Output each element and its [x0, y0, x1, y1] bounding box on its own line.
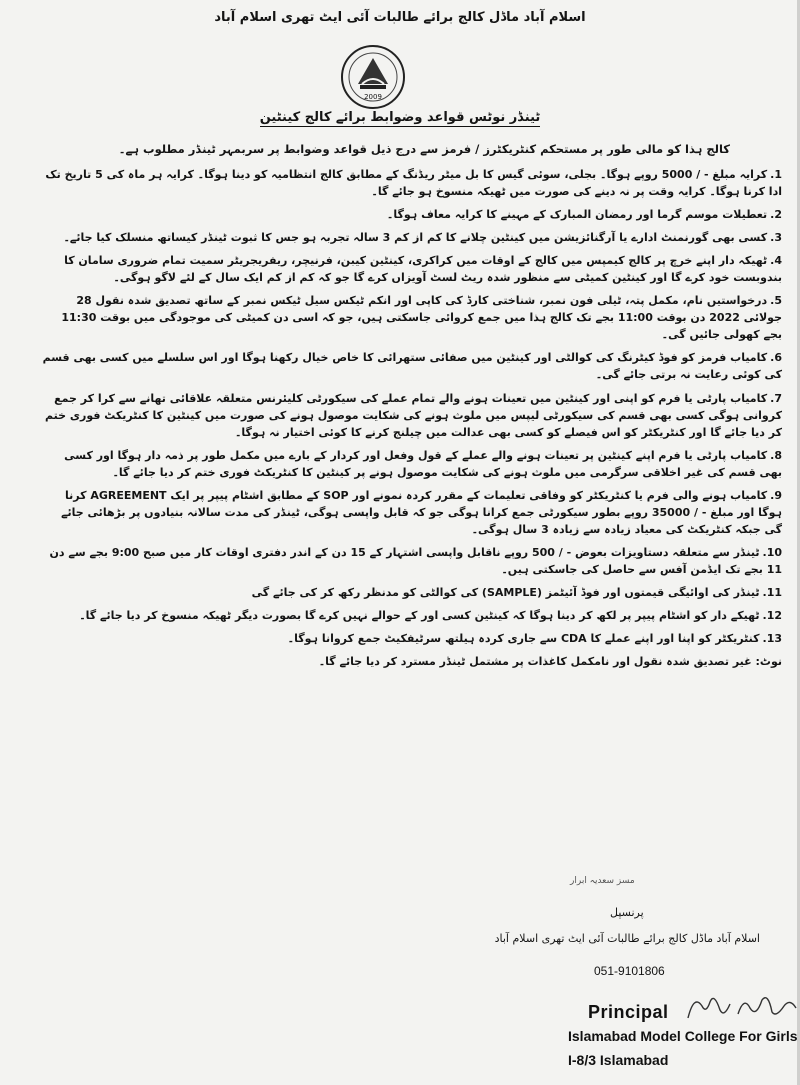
principal-stamp: [568, 1002, 800, 1082]
clause-8: 8.کامیاب پارٹی یا فرم اپنے کینٹین پر تعینات ہونے والے عملے کے قول وفعل اور کردار کے بارے میں مکمل طور پر ذمہ دار ہوگا اور کسی بھی قسم کی غیر اخلاقی سرگرمی میں ملوث ہونے کی شکایت موصول ہونے پر کینٹین کا کنٹریکٹ فوری ختم کر دیا جائے گا۔: [64, 448, 782, 479]
document-title-text: ٹینڈر نوٹس قواعد وضوابط برائے کالج کینٹین: [259, 110, 541, 125]
stamp-line-2: Islamabad Model College For Girls: [568, 1028, 798, 1044]
phone-number: 051-9101806: [594, 964, 665, 978]
clause-9: 9.کامیاب ہونے والی فرم یا کنٹریکٹر کو وفاقی تعلیمات کے مقرر کردہ نمونے اور SOP کے مطابق اشٹام پیپر پر ایک AGREEMENT کرنا ہوگا اور مبلغ - / 35000 روپے بطور سیکورٹی جمع کرانا ہوگی جو کہ قابل واپسی ہوگی، ٹینڈر کی مدت سالانہ بنیادوں پر بڑھائی جائے گی جبکہ کنٹریکٹ کی معیاد زیادہ سے زیادہ 3 سال ہوگی۔: [61, 488, 782, 536]
clause-7: 7.کامیاب پارٹی یا فرم کو اپنی اور کینٹین میں تعینات ہونے والے تمام عملے کی سیکورٹی کلیئرنس متعلقہ علاقائی تھانے سے کرا کر جمع کروانی ہوگی کسی بھی قسم کی سیکورٹی لیپس میں ملوث ہونے کی شکایت موصول ہونے کی صورت میں کینٹین کا کنٹریکٹ فوری ختم کر دیا جائے گا اور کنٹریکٹر کو اس فیصلے کو کسی بھی عدالت میں چیلنج کرنے کا کوئی اختیار نہ ہوگا۔: [45, 391, 782, 439]
clause-2: 2.تعطیلات موسم گرما اور رمضان المبارک کے مہینے کا کرایہ معاف ہوگا۔: [386, 208, 782, 222]
signatory-name: مسز سعدیہ ابرار: [570, 876, 635, 886]
clause-11: 11.ٹینڈر کی اوائیگی قیمتوں اور فوڈ آئیٹمز (SAMPLE) کی کوالٹی کو مدنظر رکھ کر کی جائے گی: [251, 585, 782, 599]
clause-12: 12.ٹھیکے دار کو اشٹام پیپر پر لکھ کر دینا ہوگا کہ کینٹین کسی اور کے حوالے نہیں کرے گا بصورت دیگر ٹھیکہ منسوخ کر دیا جائے گا۔: [79, 609, 782, 623]
signatory-college: اسلام آباد ماڈل کالج برائے طالبات آئی ایٹ تھری اسلام آباد: [494, 932, 760, 945]
stamp-line-3: I-8/3 Islamabad: [568, 1052, 669, 1068]
stamp-line-1: Principal: [588, 1002, 669, 1022]
clause-6: 6.کامیاب فرمز کو فوڈ کیٹرنگ کی کوالٹی اور کینٹین میں صفائی ستھرائی کا خاص خیال رکھنا ہوگا اور اس سلسلے میں کسی بھی قسم کی کوئی رعایت نہ برتی جائے گی۔: [42, 351, 782, 382]
clause-5: 5.درخواستیں نام، مکمل پتہ، ٹیلی فون نمبر، شناختی کارڈ کی کاپی اور انکم ٹیکس سیل ٹیکس نمبر کے ساتھ تصدیق شدہ نقول 28 جولائی 2022 دن بوقت 11:00 بجے تک کالج ہذا میں جمع کروائی جاسکتی ہیں، جو کہ اسی دن کمیٹی کی موجودگی میں بوقت 11:30 بجے کھولی جائیں گی۔: [61, 294, 782, 342]
clauses-list: [42, 166, 782, 676]
clause-3: 3.کسی بھی گورنمنٹ ادارے یا آرگنائزیشن میں کینٹین چلانے کا کم از کم 3 سالہ تجربہ ہو جس کا ثبوت ٹینڈر کیساتھ منسلک کیا جائے۔: [63, 231, 782, 245]
clause-1: 1.کرایہ مبلغ - / 5000 روپے ہوگا۔ بجلی، سوئی گیس کا بل میٹر ریڈنگ کے مطابق کالج انتظامیہ کو دینا ہوگا۔ کرایہ ہر ماہ کی 5 تاریخ تک ادا کرنا ہوگا۔ کرایہ وقت پر نہ دینے کی صورت میں ٹھیکہ منسوخ ہو جائے گا۔: [45, 168, 782, 199]
clause-13: 13.کنٹریکٹر کو اپنا اور اپنے عملے کا CDA سے جاری کردہ ہیلتھ سرٹیفکیٹ جمع کروانا ہوگا۔: [287, 632, 782, 646]
signatory-title: پرنسپل: [610, 906, 644, 919]
college-logo: [340, 44, 406, 110]
college-header: اسلام آباد ماڈل کالج برائے طالبات آئی ایٹ تھری اسلام آباد: [214, 10, 586, 25]
intro-paragraph: کالج ہذا کو مالی طور پر مستحکم کنٹریکٹرز / فرمز سے درج ذیل قواعد وضوابط پر سربمہر ٹینڈر مطلوب ہے۔: [118, 142, 730, 156]
logo-year: 2009: [364, 93, 382, 101]
clause-4: 4.ٹھیکہ دار اپنے خرچ پر کالج کیمپس میں کالج کے اوقات میں کراکری، کینٹین کیبن، فرنیچر، ریفریجریٹر سمیت تمام ضروری سامان کا بندوبست خود کرے گا اور کینٹین کمیٹی سے منظور شدہ ریٹ لسٹ آویزاں کرے گا جو کہ کم از کم ایک سال کے لئے لاگو ہوگی۔: [64, 254, 782, 285]
document-title: [250, 110, 550, 125]
clause-10: 10.ٹینڈر سے متعلقہ دستاویزات بعوض - / 500 روپے ناقابل واپسی اشتہار کے 15 دن کے اندر دفتری اوقات کار میں صبح 9:00 بجے سے دن 11 بجے تک ایڈمن آفس سے حاصل کی جاسکتی ہیں۔: [49, 545, 782, 576]
note-paragraph: نوٹ: غیر تصدیق شدہ نقول اور نامکمل کاغذات پر مشتمل ٹینڈر مسترد کر دیا جائے گا۔: [318, 655, 782, 669]
